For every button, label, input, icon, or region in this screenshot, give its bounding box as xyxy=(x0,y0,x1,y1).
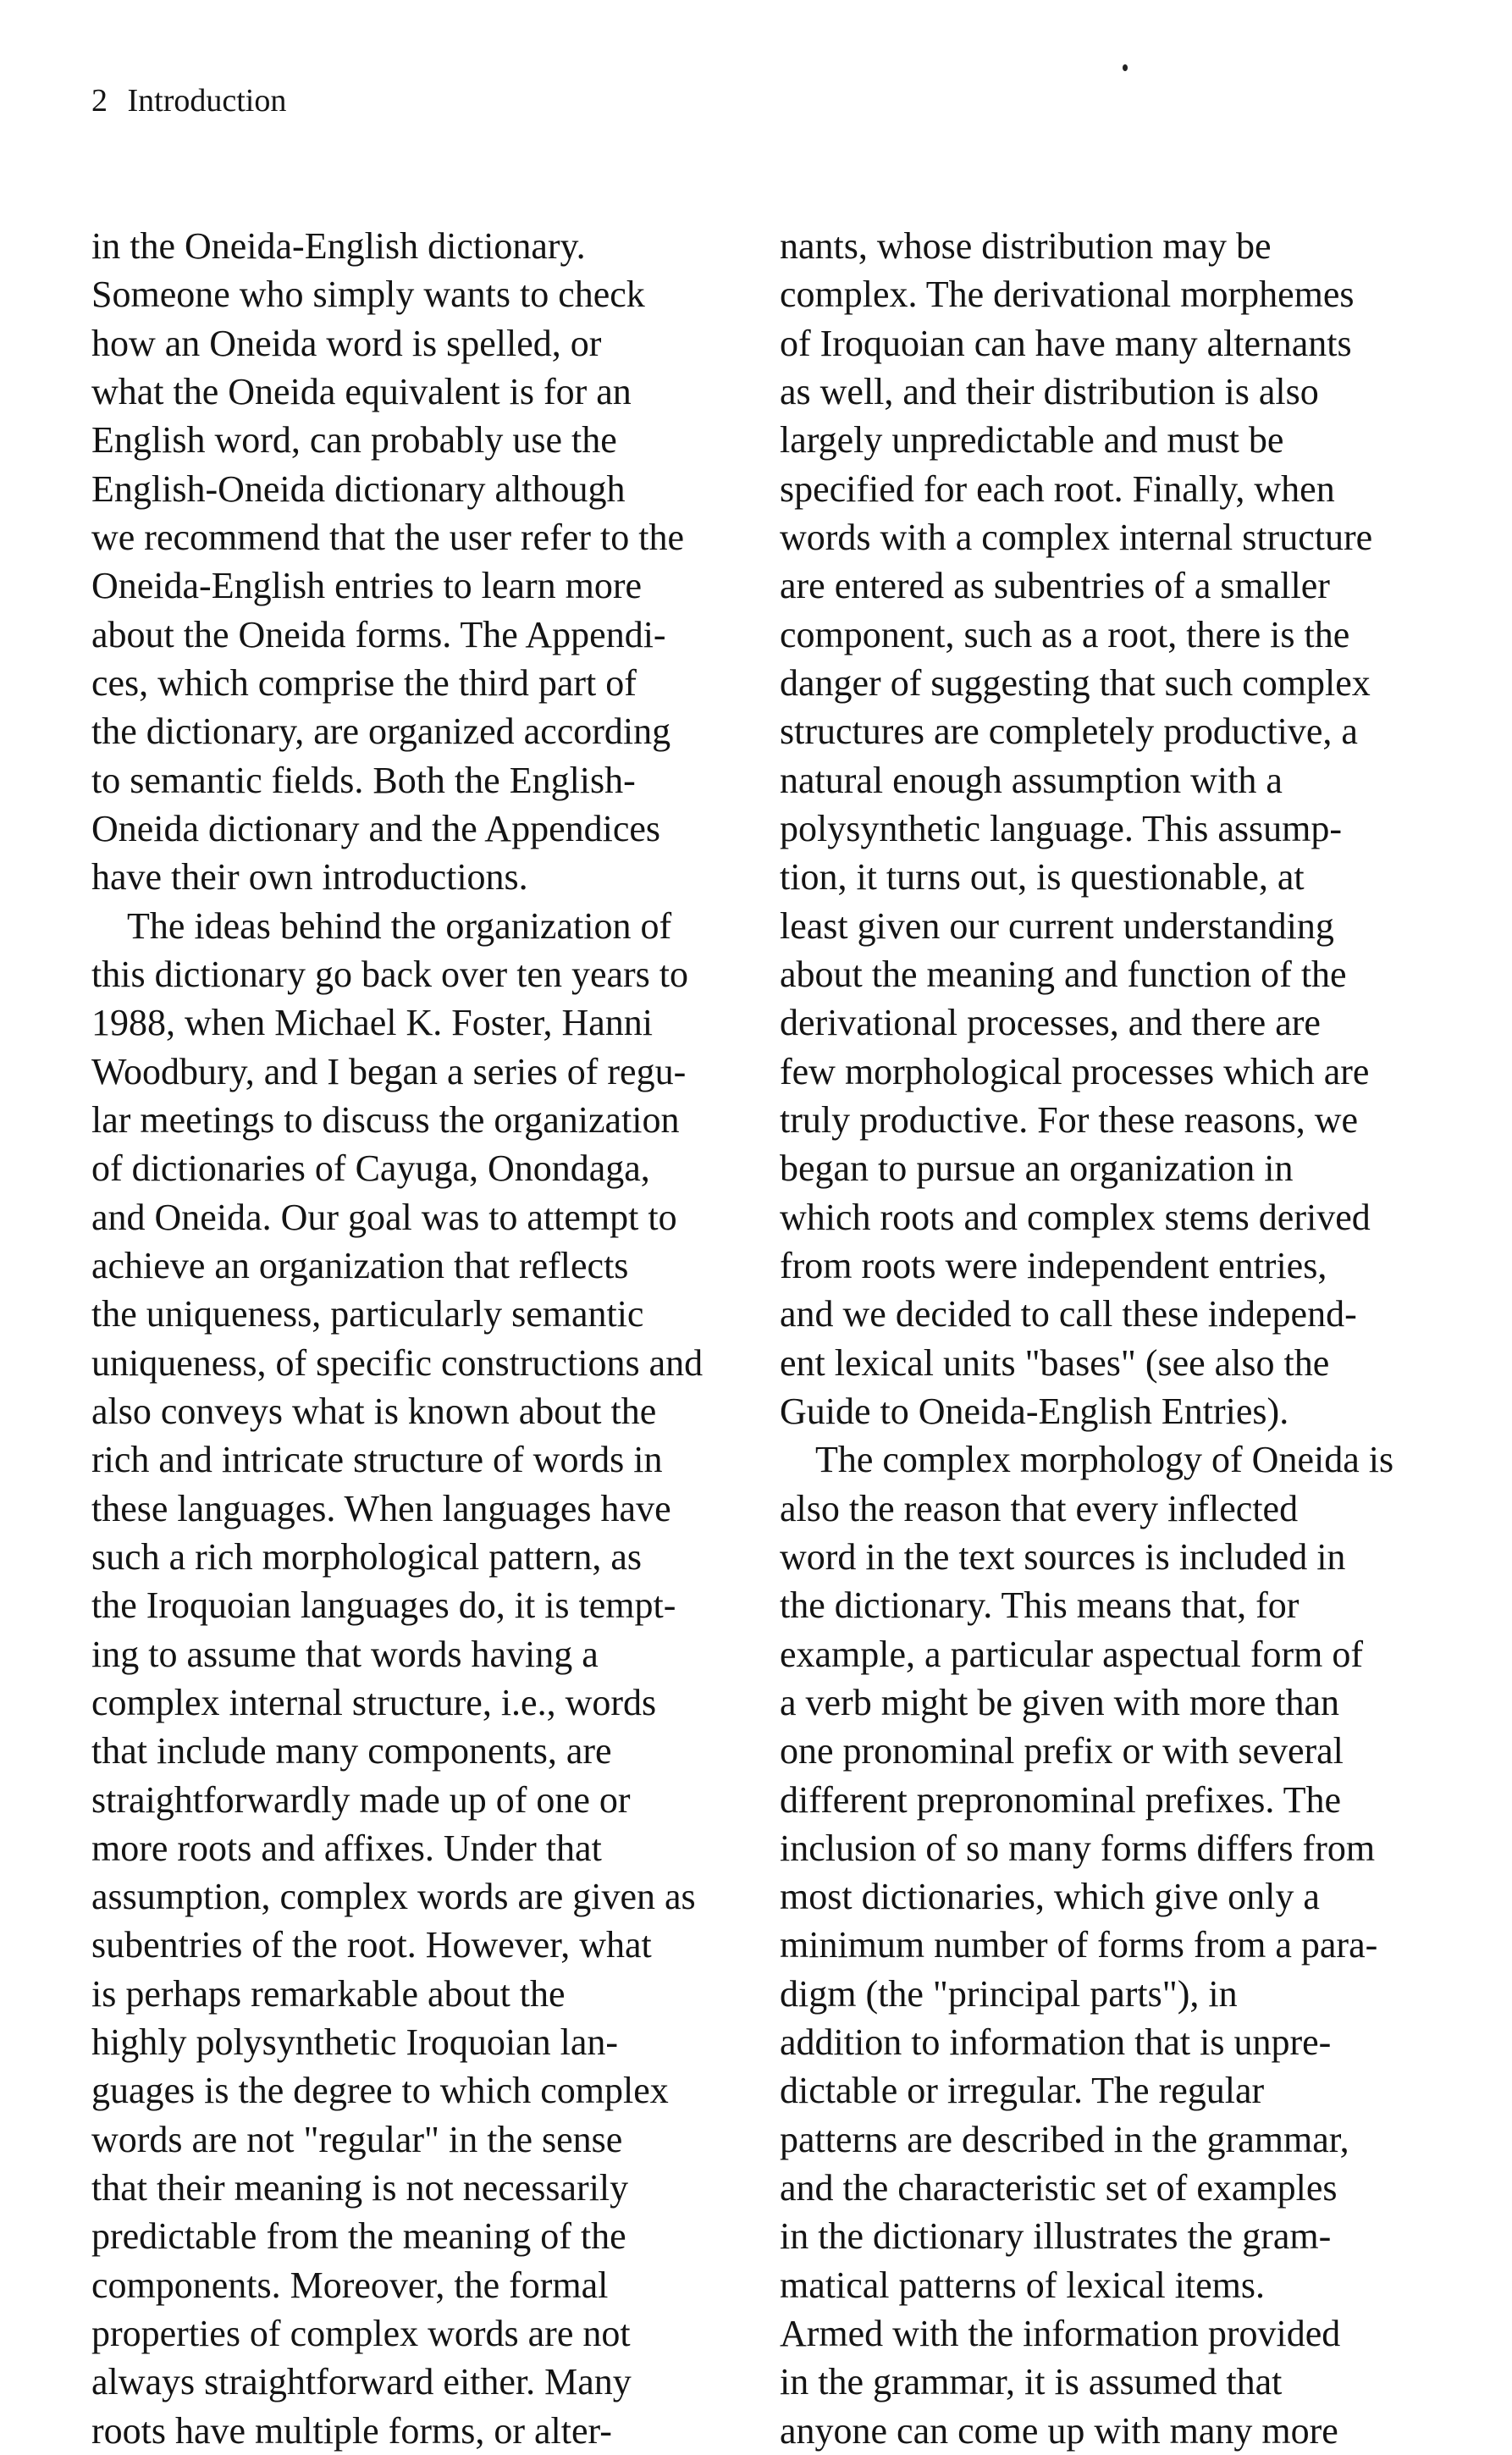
text-line: that their meaning is not necessarily xyxy=(91,2167,629,2209)
text-line: most dictionaries, which give only a xyxy=(780,1876,1320,1918)
running-head xyxy=(91,80,286,121)
text-line: dictable or irregular. The regular xyxy=(780,2070,1265,2112)
text-line: words are not "regular" in the sense xyxy=(91,2118,623,2160)
text-line: components. Moreover, the formal xyxy=(91,2264,609,2306)
ink-speck xyxy=(1123,64,1128,71)
text-line: the uniqueness, particularly semantic xyxy=(91,1293,644,1335)
text-line: complex internal structure, i.e., words xyxy=(91,1681,657,1723)
text-line: achieve an organization that reflects xyxy=(91,1244,629,1286)
text-line: of Iroquoian can have many alternants xyxy=(780,322,1352,364)
text-line: and Oneida. Our goal was to attempt to xyxy=(91,1196,677,1238)
text-line: are entered as subentries of a smaller xyxy=(780,565,1330,607)
text-line: subentries of the root. However, what xyxy=(91,1924,652,1966)
text-line: what the Oneida equivalent is for an xyxy=(91,370,632,412)
text-line: nants, whose distribution may be xyxy=(780,225,1272,267)
page-number: 2 xyxy=(91,83,108,119)
text-line: highly polysynthetic Iroquoian lan- xyxy=(91,2021,618,2064)
text-line: in the grammar, it is assumed that xyxy=(780,2361,1283,2403)
text-line: the dictionary. This means that, for xyxy=(780,1584,1300,1627)
text-line: guages is the degree to which complex xyxy=(91,2070,669,2112)
text-line: Oneida dictionary and the Appendices xyxy=(91,807,661,849)
text-line: component, such as a root, there is the xyxy=(780,613,1350,655)
text-line: ent lexical units "bases" (see also the xyxy=(780,1341,1330,1384)
text-line: began to pursue an organization in xyxy=(780,1147,1294,1190)
text-line: predictable from the meaning of the xyxy=(91,2215,626,2258)
text-line: inclusion of so many forms differs from xyxy=(780,1827,1376,1869)
text-line: these languages. When languages have xyxy=(91,1487,671,1529)
text-line: this dictionary go back over ten years to xyxy=(91,953,689,995)
running-title: Introduction xyxy=(127,83,287,119)
text-line: and we decided to call these independ- xyxy=(780,1293,1357,1335)
text-line: one pronominal prefix or with several xyxy=(780,1730,1344,1772)
text-line: straightforwardly made up of one or xyxy=(91,1778,631,1821)
text-line: as well, and their distribution is also xyxy=(780,370,1319,412)
text-line: in the dictionary illustrates the gram- xyxy=(780,2215,1332,2258)
text-line: in the Oneida-English dictionary. xyxy=(91,225,586,267)
text-line: assumption, complex words are given as xyxy=(91,1876,696,1918)
text-line: from roots were independent entries, xyxy=(780,1244,1327,1286)
text-line: different prepronominal prefixes. The xyxy=(780,1778,1342,1821)
text-line: English-Oneida dictionary although xyxy=(91,467,626,510)
text-line: ing to assume that words having a xyxy=(91,1633,599,1675)
text-line: that include many components, are xyxy=(91,1730,612,1772)
text-line: addition to information that is unpre- xyxy=(780,2021,1332,2064)
text-line: lar meetings to discuss the organization xyxy=(91,1098,680,1141)
text-line: roots have multiple forms, or alter- xyxy=(91,2409,612,2452)
text-line: the Iroquoian languages do, it is tempt- xyxy=(91,1584,676,1627)
text-line: example, a particular aspectual form of xyxy=(780,1633,1364,1675)
text-line: complex. The derivational morphemes xyxy=(780,274,1355,316)
text-line: more roots and affixes. Under that xyxy=(91,1827,602,1869)
text-line: word in the text sources is included in xyxy=(780,1535,1346,1578)
text-line: which roots and complex stems derived xyxy=(780,1196,1371,1238)
text-line: the dictionary, are organized according xyxy=(91,711,671,753)
text-line: least given our current understanding xyxy=(780,904,1334,947)
text-line: anyone can come up with many more xyxy=(780,2409,1338,2452)
text-line: to semantic fields. Both the English- xyxy=(91,759,636,801)
text-line: digm (the "principal parts"), in xyxy=(780,1972,1238,2015)
paragraph-first-line: The complex morphology of Oneida is xyxy=(815,1439,1394,1481)
text-line: words with a complex internal structure xyxy=(780,516,1373,558)
text-line: also the reason that every inflected xyxy=(780,1487,1299,1529)
left-text-column xyxy=(91,222,752,2455)
text-line: we recommend that the user refer to the xyxy=(91,516,685,558)
text-line: Oneida-English entries to learn more xyxy=(91,565,643,607)
text-line: have their own introductions. xyxy=(91,856,528,899)
text-line: natural enough assumption with a xyxy=(780,759,1283,801)
text-line: danger of suggesting that such complex xyxy=(780,661,1371,704)
text-line: derivational processes, and there are xyxy=(780,1002,1321,1044)
text-line: matical patterns of lexical items. xyxy=(780,2264,1266,2306)
text-line: largely unpredictable and must be xyxy=(780,419,1284,462)
text-line: Woodbury, and I began a series of regu- xyxy=(91,1050,687,1092)
text-line: 1988, when Michael K. Foster, Hanni xyxy=(91,1002,654,1044)
text-line: Armed with the information provided xyxy=(780,2313,1341,2355)
right-text-column xyxy=(780,222,1440,2455)
text-line: uniqueness, of specific constructions and xyxy=(91,1341,704,1384)
text-line: tion, it turns out, is questionable, at xyxy=(780,856,1305,899)
text-line: about the Oneida forms. The Appendi- xyxy=(91,613,666,655)
text-line: Guide to Oneida-English Entries). xyxy=(780,1390,1289,1432)
text-line: about the meaning and function of the xyxy=(780,953,1347,995)
text-line: minimum number of forms from a para- xyxy=(780,1924,1378,1966)
text-line: rich and intricate structure of words in xyxy=(91,1439,663,1481)
text-line: truly productive. For these reasons, we xyxy=(780,1098,1359,1141)
text-line: is perhaps remarkable about the xyxy=(91,1972,566,2015)
text-line: Someone who simply wants to check xyxy=(91,274,645,316)
text-line: ces, which comprise the third part of xyxy=(91,661,637,704)
text-line: such a rich morphological pattern, as xyxy=(91,1535,643,1578)
text-line: also conveys what is known about the xyxy=(91,1390,657,1432)
text-line: patterns are described in the grammar, xyxy=(780,2118,1349,2160)
text-line: of dictionaries of Cayuga, Onondaga, xyxy=(91,1147,650,1190)
text-line: structures are completely productive, a xyxy=(780,711,1358,753)
text-line: few morphological processes which are xyxy=(780,1050,1370,1092)
text-line: always straightforward either. Many xyxy=(91,2361,632,2403)
text-line: a verb might be given with more than xyxy=(780,1681,1340,1723)
text-line: properties of complex words are not xyxy=(91,2313,631,2355)
text-line: polysynthetic language. This assump- xyxy=(780,807,1342,849)
text-line: specified for each root. Finally, when xyxy=(780,467,1335,510)
text-line: how an Oneida word is spelled, or xyxy=(91,322,602,364)
paragraph-first-line: The ideas behind the organization of xyxy=(127,904,672,947)
text-line: and the characteristic set of examples xyxy=(780,2167,1338,2209)
text-line: English word, can probably use the xyxy=(91,419,617,462)
